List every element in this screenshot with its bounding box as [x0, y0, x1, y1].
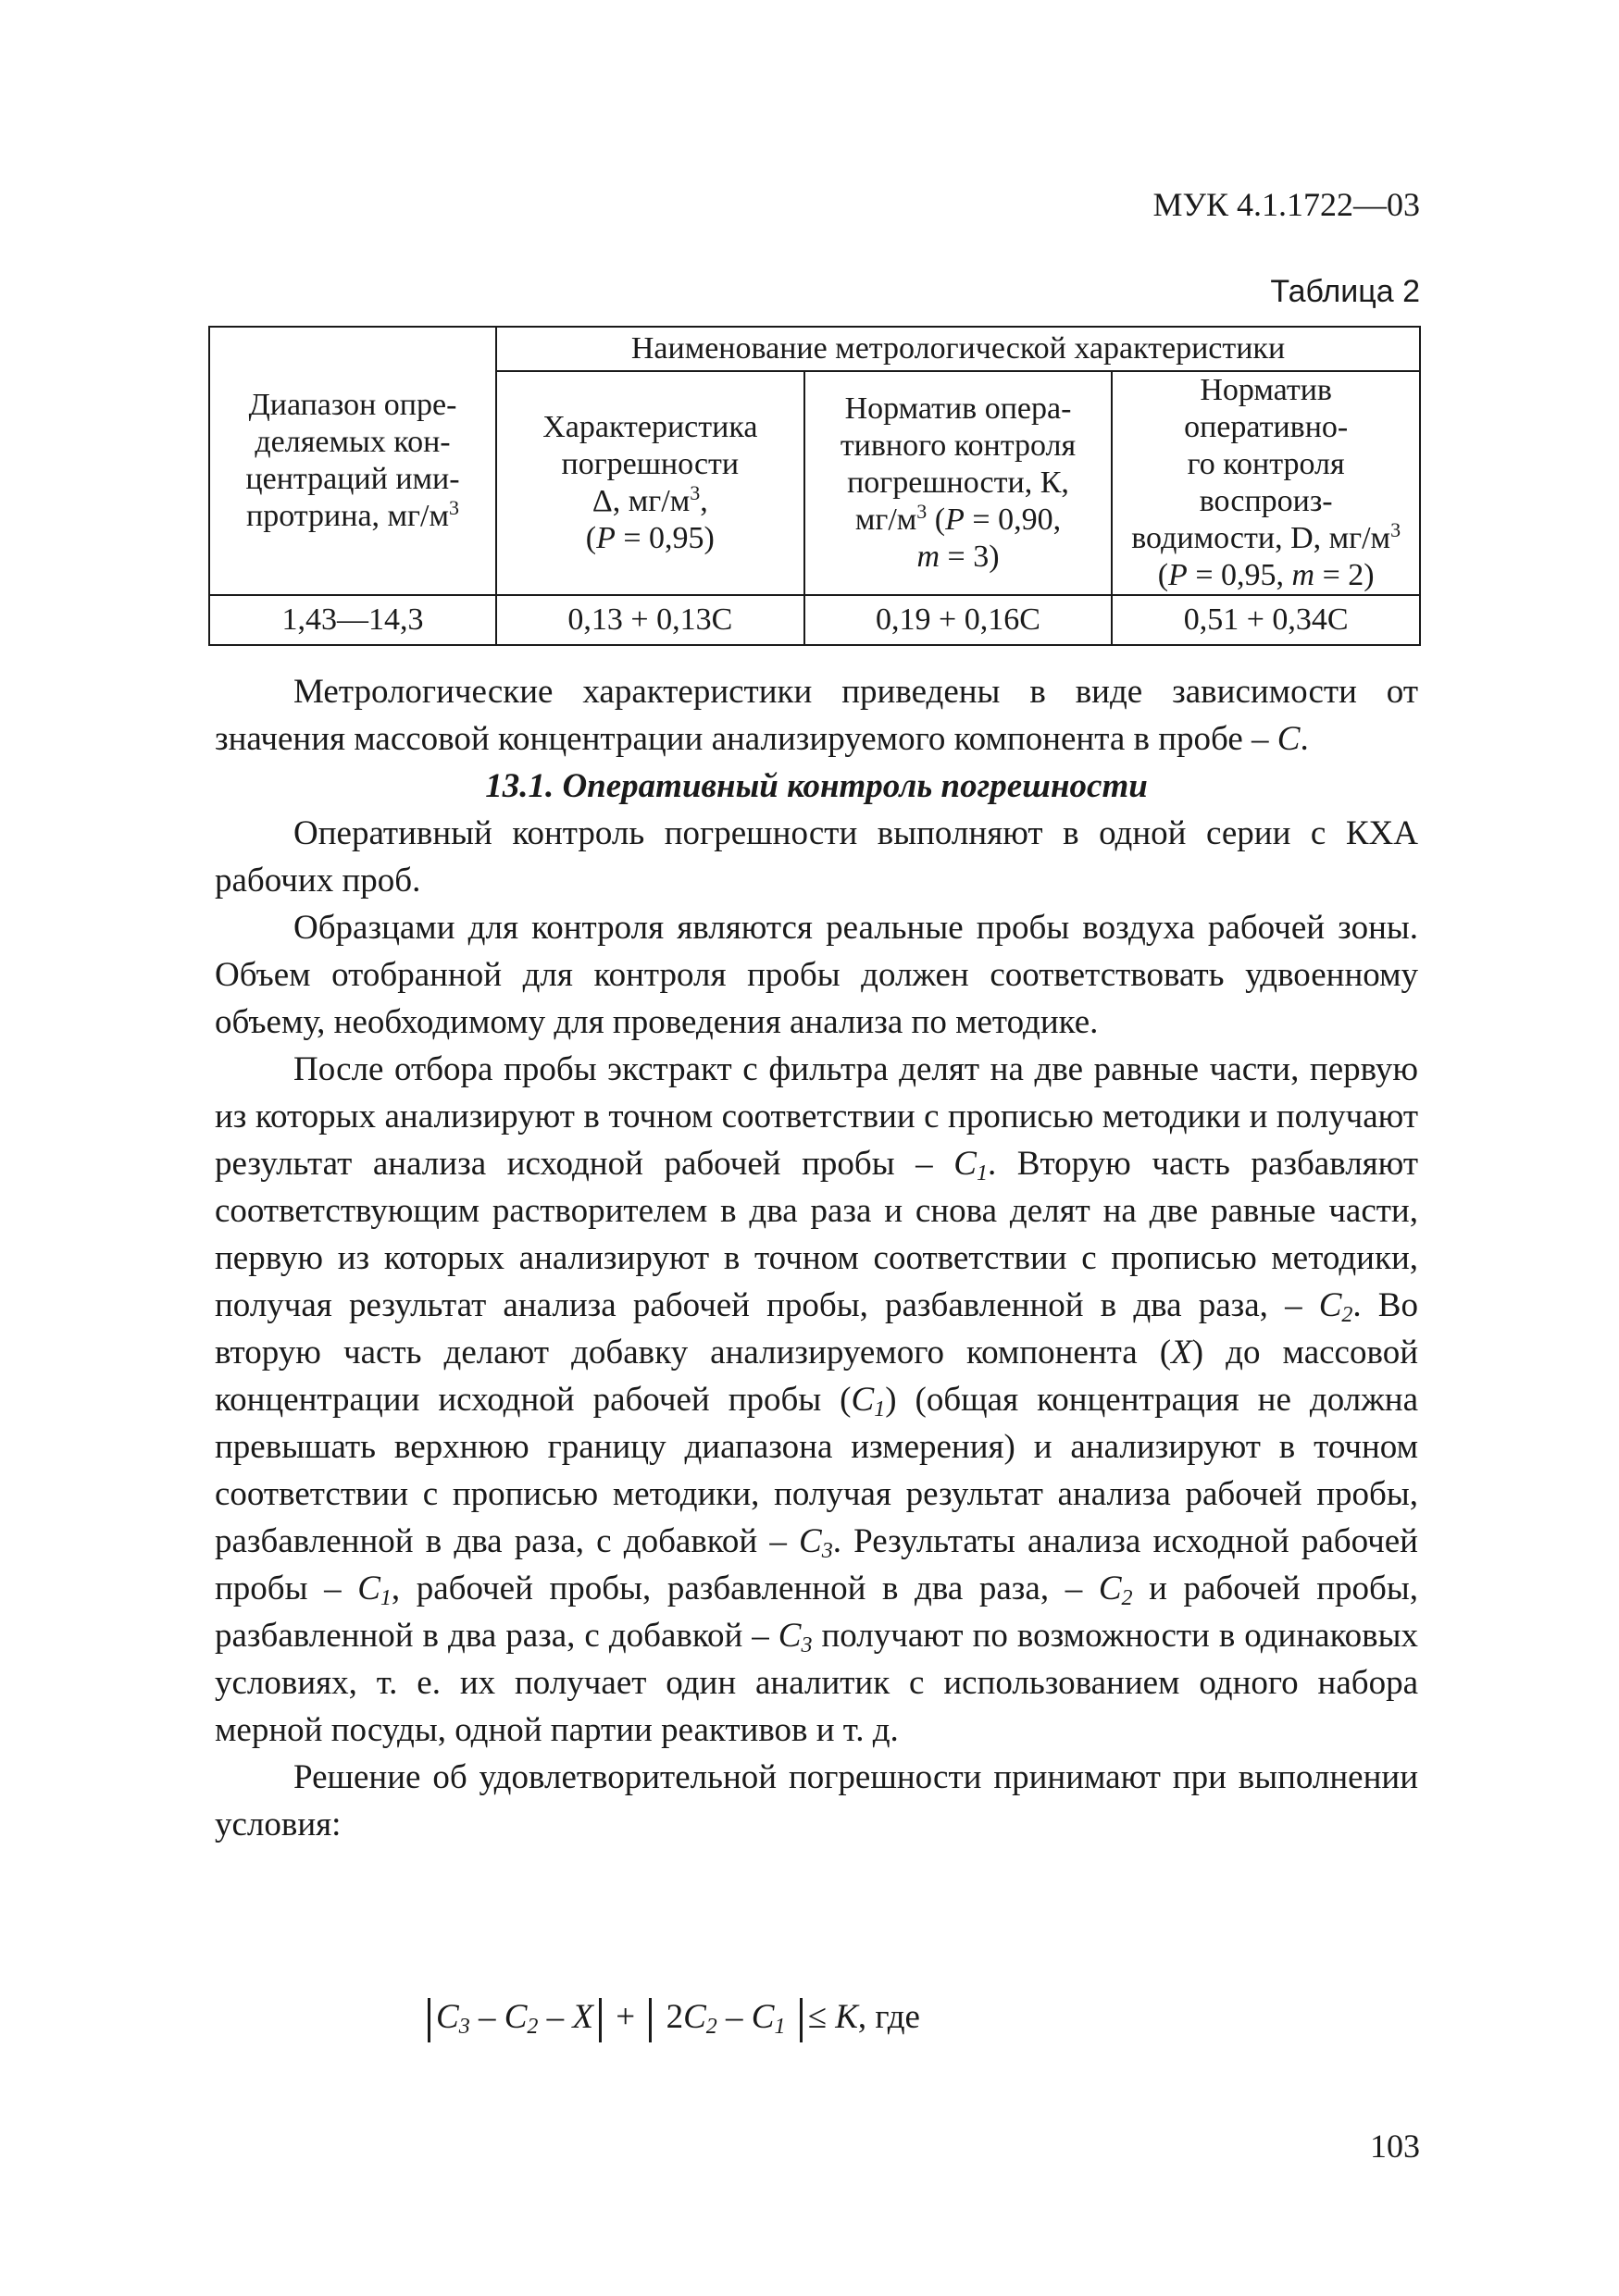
- body-text: [215, 668, 1418, 1848]
- col-header-control-error: Норматив опера- тивного контроля погрешности, К, $мг/м^3$ (P = 0,90, m = 3): [804, 371, 1113, 595]
- abs-bar: [649, 1998, 652, 2042]
- col-header-range: [209, 327, 496, 595]
- paragraph-samples: Образцами для контроля являются реальные пробы воздуха рабочей зоны. Объем отобранной для контроля пробы должен соответствовать удвоенному объему, необходимому для проведения анализа по методике.: [215, 909, 1418, 1041]
- group-header: Наименование метрологической характеристики: [496, 327, 1420, 371]
- col-header-control-reproducibility: Норматив оперативно- го контроля воспроиз- водимости, D, $мг/м^3$ (P = 0,95, m = 2): [1112, 371, 1420, 595]
- cell-control-reproducibility: 0,51 + 0,34С: [1112, 595, 1420, 645]
- paragraph-control: Оперативный контроль погрешности выполняют в одной серии с КХА рабочих проб.: [215, 814, 1418, 900]
- paragraph-metrology: Метрологические характеристики приведены в виде зависимости от значения массовой концентрации анализируемого компонента в пробе – С.: [215, 673, 1418, 758]
- cell-range: 1,43—14,3: [209, 595, 496, 645]
- abs-bar: [800, 1998, 803, 2042]
- col-header-error: Характеристика погрешности Δ, $мг/м^3$, (P = 0,95): [496, 371, 804, 595]
- section-title: 13.1. Оперативный контроль погрешности: [485, 767, 1148, 805]
- cell-control-error: 0,19 + 0,16С: [804, 595, 1113, 645]
- abs-bar: [599, 1998, 602, 2042]
- page-number: 103: [1370, 2128, 1420, 2165]
- cell-error: 0,13 + 0,13С: [496, 595, 804, 645]
- formula: $C_3 - C_2 - X + 2C_2 - C_1 \le К$, где: [422, 1994, 920, 2042]
- document-code: МУК 4.1.1722—03: [1152, 186, 1420, 223]
- table-label: Таблица 2: [1270, 274, 1420, 309]
- paragraph-decision: Решение об удовлетворительной погрешности принимают при выполнении условия:: [215, 1758, 1418, 1843]
- col-header-range-text: Диапазон опре- деляемых кон- центраций ими- протрина, $мг/м^3$: [245, 388, 460, 533]
- metrology-table: [208, 326, 1421, 646]
- abs-bar: [428, 1998, 430, 2042]
- paragraph-procedure: После отбора пробы экстракт с фильтра делят на две равные части, первую из которых анализируют в точном соответствии с прописью методики и получают результат анализа исходной рабочей пробы – $C_1$. Вторую часть разбавляют соответствующим растворителем в два раза и снова делят на две равные части, первую из которых анализируют в точном соответствии с прописью методики, получая результат анализа рабочей пробы, разбавленной в два раза, – $C_2$. Во вторую часть делают добавку анализируемого компонента (X) до массовой концентрации исходной рабочей пробы $(C_1)$ (общая концентрация не должна превышать верхнюю границу диапазона измерения) и анализируют в точном соответствии с прописью методики, получая результат анализа рабочей пробы, разбавленной в два раза, с добавкой – $C_3$. Результаты анализа исходной рабочей пробы – $C_1$, рабочей пробы, разбавленной в два раза, – $C_2$ и рабочей пробы, разбавленной в два раза, с добавкой – $C_3$ получают по возможности в одинаковых условиях, т. е. их получает один аналитик с использованием одного набора мерной посуды, одной партии реактивов и т. д.: [215, 1050, 1418, 1749]
